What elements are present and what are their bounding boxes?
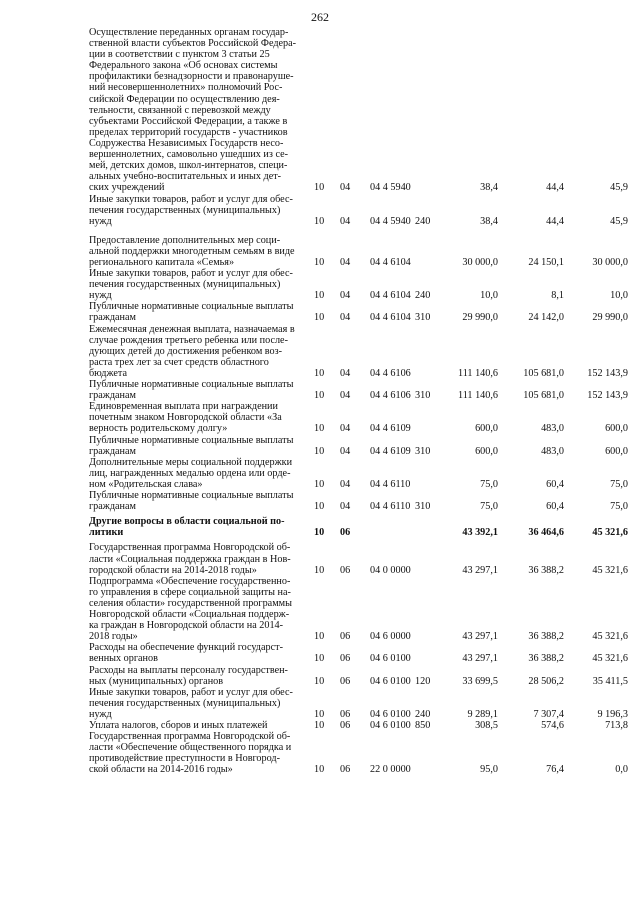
section-code: 10 xyxy=(314,182,325,194)
target-article-code: 04 4 6110 xyxy=(370,478,411,490)
amount-year-3: 152 143,9 xyxy=(587,367,628,379)
amount-year-1: 95,0 xyxy=(480,764,498,776)
amount-year-2: 36 464,6 xyxy=(528,527,564,539)
amount-year-1: 75,0 xyxy=(480,501,498,513)
section-code: 10 xyxy=(314,478,325,490)
expense-type-code: 310 xyxy=(415,445,431,457)
budget-row xyxy=(0,665,640,687)
subsection-code: 06 xyxy=(340,764,351,776)
page-number: 262 xyxy=(311,10,329,24)
amount-year-3: 10,0 xyxy=(610,290,628,302)
target-article-code: 04 4 6104 xyxy=(370,312,411,324)
expense-type-code: 310 xyxy=(415,501,431,513)
budget-row xyxy=(0,194,640,227)
section-code: 10 xyxy=(314,215,325,227)
row-description: Государственная программа Новгородской об- ласти «Обеспечение общественного порядка и противодействие преступности в Новгород- ской области на 2014-2016 годы» xyxy=(89,731,292,776)
amount-year-2: 60,4 xyxy=(546,501,564,513)
amount-year-1: 10,0 xyxy=(480,290,498,302)
target-article-code: 04 4 6109 xyxy=(370,445,411,457)
subsection-code: 06 xyxy=(340,631,351,643)
row-description: Уплата налогов, сборов и иных платежей xyxy=(89,719,268,731)
amount-year-2: 60,4 xyxy=(546,478,564,490)
amount-year-2: 105 681,0 xyxy=(523,390,564,402)
section-code: 10 xyxy=(314,390,325,402)
amount-year-3: 45 321,6 xyxy=(592,564,628,576)
amount-year-1: 43 392,1 xyxy=(462,527,498,539)
target-article-code: 04 6 0100 xyxy=(370,653,411,665)
row-description: Расходы на обеспечение функций государст- венных органов xyxy=(89,642,283,665)
budget-row xyxy=(0,642,640,664)
section-code: 10 xyxy=(314,367,325,379)
amount-year-3: 152 143,9 xyxy=(587,390,628,402)
amount-year-2: 36 388,2 xyxy=(528,631,564,643)
budget-table xyxy=(0,27,640,775)
amount-year-1: 43 297,1 xyxy=(462,564,498,576)
amount-year-1: 38,4 xyxy=(480,215,498,227)
amount-year-1: 75,0 xyxy=(480,478,498,490)
amount-year-1: 600,0 xyxy=(475,423,498,435)
budget-row xyxy=(0,516,640,538)
amount-year-2: 24 150,1 xyxy=(528,256,564,268)
target-article-code: 04 0 0000 xyxy=(370,564,411,576)
amount-year-2: 483,0 xyxy=(541,423,564,435)
budget-row xyxy=(0,542,640,575)
row-description: Иные закупки товаров, работ и услуг для обес- печения государственных (муниципальных) нужд xyxy=(89,268,293,302)
amount-year-1: 600,0 xyxy=(475,445,498,457)
expense-type-code: 120 xyxy=(415,675,431,687)
amount-year-3: 75,0 xyxy=(610,478,628,490)
budget-row xyxy=(0,576,640,643)
row-description: Осуществление переданных органам государ- ственной власти субъектов Российской Федера- ции в соответствии с пунктом 3 статьи 25 Федерального закона «Об основах системы профилактики безнадзорности и правонаруше- ний несовершеннолетних» полномочий Рос- сийской Федерации по осуществлению дея- тельности, связанной с перевозкой между субъектами Российской Федерации, а также в пределах территорий государств - участников Содружества Независимых Государств несо- вершеннолетних, самовольно ушедших из се- мей, детских домов, школ-интернатов, специ- альных учебно-воспитательных и иных дет- ских учреждений xyxy=(89,27,297,194)
section-code: 10 xyxy=(314,423,325,435)
budget-row xyxy=(0,457,640,490)
amount-year-1: 30 000,0 xyxy=(462,256,498,268)
section-code: 10 xyxy=(314,501,325,513)
amount-year-2: 36 388,2 xyxy=(528,564,564,576)
subsection-code: 04 xyxy=(340,445,351,457)
subsection-code: 04 xyxy=(340,182,351,194)
target-article-code: 22 0 0000 xyxy=(370,764,411,776)
budget-row xyxy=(0,27,640,194)
subsection-code: 06 xyxy=(340,527,351,539)
row-description: Другие вопросы в области социальной по- литики xyxy=(89,516,285,539)
target-article-code: 04 4 6104 xyxy=(370,256,411,268)
budget-row xyxy=(0,687,640,720)
budget-row xyxy=(0,720,640,731)
section-code: 10 xyxy=(314,708,325,720)
target-article-code: 04 6 0000 xyxy=(370,631,411,643)
row-description: Предоставление дополнительных мер соци- альной поддержки многодетным семьям в виде регионального капитала «Семья» xyxy=(89,234,295,268)
subsection-code: 06 xyxy=(340,719,351,731)
budget-row xyxy=(0,401,640,434)
budget-row xyxy=(0,301,640,323)
amount-year-3: 45 321,6 xyxy=(592,653,628,665)
row-description: Иные закупки товаров, работ и услуг для обес- печения государственных (муниципальных) нужд xyxy=(89,193,293,227)
subsection-code: 06 xyxy=(340,564,351,576)
section-code: 10 xyxy=(314,527,325,539)
amount-year-3: 600,0 xyxy=(605,445,628,457)
expense-type-code: 240 xyxy=(415,290,431,302)
row-description: Единовременная выплата при награждении почетным знаком Новгородской области «За верность родительскому долгу» xyxy=(89,401,282,435)
section-code: 10 xyxy=(314,256,325,268)
amount-year-2: 28 506,2 xyxy=(528,675,564,687)
amount-year-3: 45,9 xyxy=(610,215,628,227)
amount-year-3: 45,9 xyxy=(610,182,628,194)
target-article-code: 04 4 6106 xyxy=(370,367,411,379)
target-article-code: 04 4 5940 xyxy=(370,182,411,194)
amount-year-1: 111 140,6 xyxy=(458,367,498,379)
target-article-code: 04 4 6110 xyxy=(370,501,411,513)
section-code: 10 xyxy=(314,653,325,665)
subsection-code: 04 xyxy=(340,256,351,268)
target-article-code: 04 4 6104 xyxy=(370,290,411,302)
amount-year-1: 308,5 xyxy=(475,719,498,731)
section-code: 10 xyxy=(314,445,325,457)
row-description: Дополнительные меры социальной поддержки лиц, награжденных медалью ордена или ордe- ном «Родительская слава» xyxy=(89,456,293,490)
subsection-code: 06 xyxy=(340,708,351,720)
section-code: 10 xyxy=(314,764,325,776)
budget-row xyxy=(0,235,640,268)
amount-year-3: 0,0 xyxy=(615,764,628,776)
subsection-code: 04 xyxy=(340,478,351,490)
amount-year-3: 29 990,0 xyxy=(592,312,628,324)
row-description: Публичные нормативные социальные выплаты гражданам xyxy=(89,490,294,513)
amount-year-2: 7 307,4 xyxy=(533,708,564,720)
section-code: 10 xyxy=(314,564,325,576)
expense-type-code: 240 xyxy=(415,708,431,720)
amount-year-2: 44,4 xyxy=(546,182,564,194)
row-description: Публичные нормативные социальные выплаты гражданам xyxy=(89,301,294,324)
amount-year-3: 75,0 xyxy=(610,501,628,513)
amount-year-3: 600,0 xyxy=(605,423,628,435)
row-description: Государственная программа Новгородской об- ласти «Социальная поддержка граждан в Нов- городской области на 2014-2018 годы» xyxy=(89,542,291,576)
subsection-code: 04 xyxy=(340,312,351,324)
amount-year-3: 713,8 xyxy=(605,719,628,731)
subsection-code: 06 xyxy=(340,653,351,665)
amount-year-2: 574,6 xyxy=(541,719,564,731)
section-code: 10 xyxy=(314,631,325,643)
row-description: Публичные нормативные социальные выплаты гражданам xyxy=(89,434,294,457)
expense-type-code: 850 xyxy=(415,719,431,731)
section-code: 10 xyxy=(314,719,325,731)
amount-year-1: 38,4 xyxy=(480,182,498,194)
section-code: 10 xyxy=(314,675,325,687)
budget-row xyxy=(0,379,640,401)
subsection-code: 04 xyxy=(340,290,351,302)
row-description: Расходы на выплаты персоналу государствен- ных (муниципальных) органов xyxy=(89,664,288,687)
amount-year-3: 9 196,3 xyxy=(597,708,628,720)
amount-year-1: 9 289,1 xyxy=(467,708,498,720)
amount-year-1: 29 990,0 xyxy=(462,312,498,324)
amount-year-1: 111 140,6 xyxy=(458,390,498,402)
target-article-code: 04 6 0100 xyxy=(370,675,411,687)
row-description: Ежемесячная денежная выплата, назначаемая в случае рождения третьего ребенка или после- дующих детей до достижения ребенком воз- раста трех лет за счет средств областного бюджета xyxy=(89,323,295,379)
target-article-code: 04 4 5940 xyxy=(370,215,411,227)
expense-type-code: 310 xyxy=(415,312,431,324)
amount-year-1: 43 297,1 xyxy=(462,631,498,643)
amount-year-3: 45 321,6 xyxy=(592,631,628,643)
budget-row xyxy=(0,731,640,775)
amount-year-3: 30 000,0 xyxy=(592,256,628,268)
subsection-code: 06 xyxy=(340,675,351,687)
amount-year-2: 105 681,0 xyxy=(523,367,564,379)
amount-year-2: 483,0 xyxy=(541,445,564,457)
section-code: 10 xyxy=(314,290,325,302)
amount-year-1: 33 699,5 xyxy=(462,675,498,687)
target-article-code: 04 4 6109 xyxy=(370,423,411,435)
subsection-code: 04 xyxy=(340,215,351,227)
row-description: Иные закупки товаров, работ и услуг для обес- печения государственных (муниципальных) нужд xyxy=(89,686,293,720)
expense-type-code: 310 xyxy=(415,390,431,402)
amount-year-2: 36 388,2 xyxy=(528,653,564,665)
row-description: Публичные нормативные социальные выплаты гражданам xyxy=(89,379,294,402)
target-article-code: 04 6 0100 xyxy=(370,719,411,731)
amount-year-2: 76,4 xyxy=(546,764,564,776)
subsection-code: 04 xyxy=(340,390,351,402)
row-description: Подпрограмма «Обеспечение государственно- го управления в сфере социальной защиты на- селения области» государственной программы Новгородской области «Социальная поддерж- ка граждан в Новгородской области на 2014- 2018 годы» xyxy=(89,575,292,643)
budget-row xyxy=(0,268,640,301)
amount-year-2: 44,4 xyxy=(546,215,564,227)
section-code: 10 xyxy=(314,312,325,324)
budget-row xyxy=(0,324,640,380)
subsection-code: 04 xyxy=(340,423,351,435)
amount-year-3: 35 411,5 xyxy=(592,675,628,687)
amount-year-1: 43 297,1 xyxy=(462,653,498,665)
amount-year-2: 8,1 xyxy=(551,290,564,302)
budget-row xyxy=(0,435,640,457)
amount-year-2: 24 142,0 xyxy=(528,312,564,324)
expense-type-code: 240 xyxy=(415,215,431,227)
target-article-code: 04 4 6106 xyxy=(370,390,411,402)
target-article-code: 04 6 0100 xyxy=(370,708,411,720)
amount-year-3: 45 321,6 xyxy=(592,527,628,539)
subsection-code: 04 xyxy=(340,367,351,379)
subsection-code: 04 xyxy=(340,501,351,513)
budget-row xyxy=(0,490,640,512)
